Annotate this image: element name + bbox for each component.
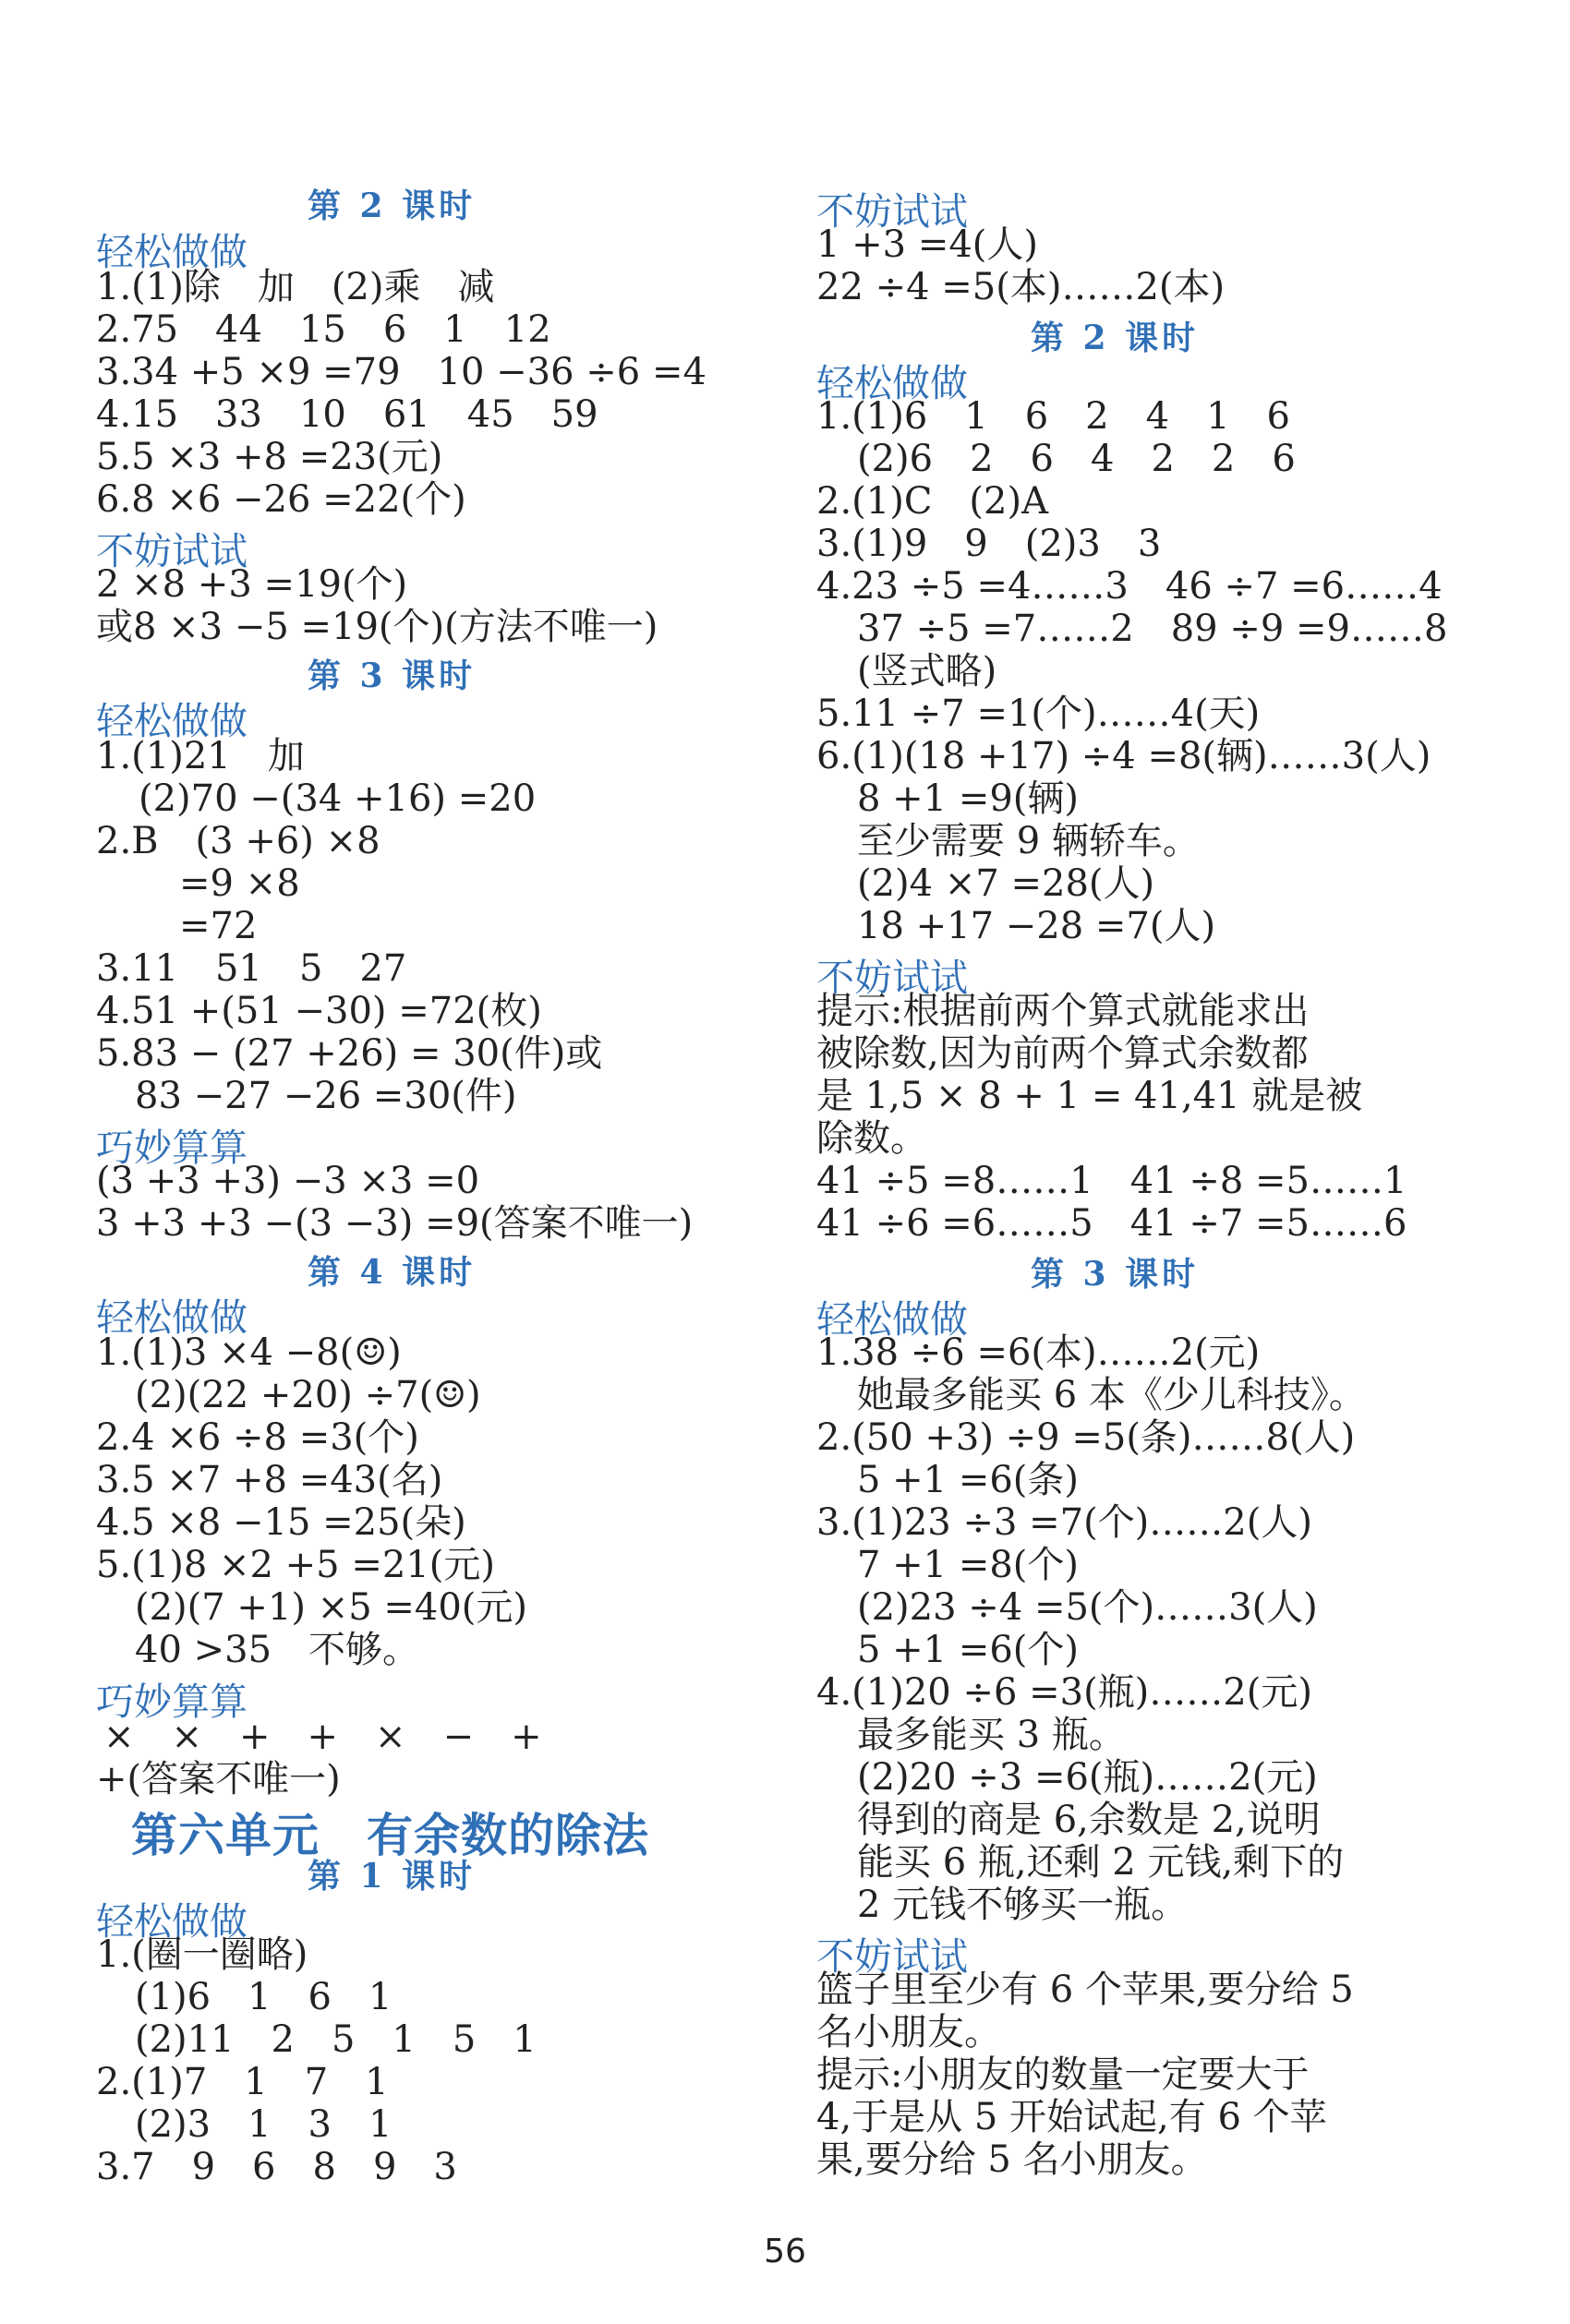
answer-line: 得到的商是 6,余数是 2,说明 [857, 1799, 1321, 1841]
answer-line: (2)70 −(34 +16) =20 [139, 777, 537, 820]
answer-line: 提示:小朋友的数量一定要大于 [816, 2053, 1310, 2096]
answer-line: 5 +1 =6(个) [857, 1629, 1080, 1671]
section-heading: 不妨试试 [816, 189, 968, 234]
answer-line: 1.(1)21 加 [96, 735, 305, 777]
answer-line: 或8 ×3 −5 =19(个)(方法不唯一) [96, 606, 658, 648]
section-heading: 巧妙算算 [96, 1126, 248, 1170]
answer-line: 4.(1)20 ÷6 =3(瓶)……2(元) [816, 1671, 1312, 1714]
answer-line: 3.(1)9 9 (2)3 3 [816, 523, 1162, 565]
answer-line: 41 ÷5 =8……1 41 ÷8 =5……1 [816, 1160, 1407, 1202]
answer-line: 5 +1 =6(条) [857, 1459, 1080, 1501]
unit-title: 第六单元 有余数的除法 [131, 1808, 649, 1862]
answer-line: =72 [179, 905, 258, 947]
answer-line: 41 ÷6 =6……5 41 ÷7 =5……6 [816, 1202, 1407, 1245]
answer-line: 3.34 +5 ×9 =79 10 −36 ÷6 =4 [96, 351, 706, 393]
section-heading: 不妨试试 [816, 1934, 968, 1979]
answer-line: 5.5 ×3 +8 =23(元) [96, 436, 443, 478]
lesson-title: 第 1 课时 [308, 1857, 477, 1896]
answer-line: 1 +3 =4(人) [816, 223, 1039, 266]
answer-line: 4.51 +(51 −30) =72(枚) [96, 990, 542, 1032]
answer-line: 2.75 44 15 6 1 12 [96, 308, 551, 351]
section-heading: 不妨试试 [96, 529, 248, 573]
section-heading: 轻松做做 [816, 361, 968, 405]
lesson-title: 第 3 课时 [1031, 1255, 1200, 1294]
answer-line: (2)11 2 5 1 5 1 [135, 2018, 537, 2061]
answer-line: 2.4 ×6 ÷8 =3(个) [96, 1416, 419, 1459]
answer-line: 1.(1)3 ×4 −8(☺) [96, 1331, 402, 1374]
answer-line: 4.5 ×8 −15 =25(朵) [96, 1501, 466, 1544]
answer-line: 名小朋友。 [816, 2011, 1001, 2053]
answer-line: (2)4 ×7 =28(人) [857, 862, 1155, 905]
answer-line: 5.83 − (27 +26) = 30(件)或 [96, 1032, 603, 1075]
answer-line: 40 >35 不够。 [135, 1629, 420, 1671]
answer-line: 1.(1)除 加 (2)乘 减 [96, 266, 495, 308]
answer-line: 她最多能买 6 本《少儿科技》。 [857, 1374, 1366, 1416]
answer-line: 5.(1)8 ×2 +5 =21(元) [96, 1544, 495, 1586]
answer-line: (2)(7 +1) ×5 =40(元) [135, 1586, 528, 1629]
answer-line: 6.8 ×6 −26 =22(个) [96, 478, 466, 521]
answer-line: 3 +3 +3 −(3 −3) =9(答案不唯一) [96, 1202, 694, 1245]
answer-line: (竖式略) [857, 650, 997, 692]
answer-line: 是 1,5 × 8 + 1 = 41,41 就是被 [816, 1075, 1363, 1117]
answer-line: 22 ÷4 =5(本)……2(本) [816, 266, 1226, 308]
answer-line: =9 ×8 [179, 862, 300, 905]
answer-line: (2)(22 +20) ÷7(☺) [135, 1374, 481, 1416]
answer-line: 最多能买 3 瓶。 [857, 1714, 1126, 1756]
answer-line: × × + + × − + [103, 1716, 542, 1758]
answer-line: (2)23 ÷4 =5(个)……3(人) [857, 1586, 1318, 1629]
lesson-title: 第 2 课时 [308, 187, 477, 225]
answer-line: 7 +1 =8(个) [857, 1544, 1080, 1586]
answer-line: 能买 6 瓶,还剩 2 元钱,剩下的 [857, 1841, 1345, 1884]
answer-line: 4,于是从 5 开始试起,有 6 个苹 [816, 2096, 1327, 2138]
section-heading: 轻松做做 [96, 699, 248, 743]
answer-line: 3.5 ×7 +8 =43(名) [96, 1459, 443, 1501]
answer-line: 2 ×8 +3 =19(个) [96, 563, 408, 606]
lesson-title: 第 3 课时 [308, 656, 477, 695]
answer-line: 6.(1)(18 +17) ÷4 =8(辆)……3(人) [816, 735, 1431, 777]
section-heading: 轻松做做 [816, 1297, 968, 1342]
lesson-title: 第 2 课时 [1031, 319, 1200, 357]
answer-line: 篮子里至少有 6 个苹果,要分给 5 [816, 1969, 1354, 2011]
section-heading: 轻松做做 [96, 1295, 248, 1340]
section-heading: 巧妙算算 [96, 1680, 248, 1724]
answer-line: 5.11 ÷7 =1(个)……4(天) [816, 692, 1261, 735]
answer-line: 3.11 51 5 27 [96, 947, 407, 990]
lesson-title: 第 4 课时 [308, 1253, 477, 1292]
answer-line: 被除数,因为前两个算式余数都 [816, 1032, 1309, 1075]
answer-line: 除数。 [816, 1117, 927, 1160]
answer-line: 3.(1)23 ÷3 =7(个)……2(人) [816, 1501, 1312, 1544]
answer-line: 至少需要 9 辆轿车。 [857, 820, 1200, 862]
answer-line: (2)6 2 6 4 2 2 6 [857, 438, 1296, 480]
answer-line: +(答案不唯一) [96, 1758, 341, 1800]
answer-line: 2.(1)7 1 7 1 [96, 2061, 389, 2103]
answer-line: 果,要分给 5 名小朋友。 [816, 2138, 1208, 2181]
section-heading: 轻松做做 [96, 230, 248, 274]
section-heading: 不妨试试 [816, 956, 968, 1000]
answer-line: 4.23 ÷5 =4……3 46 ÷7 =6……4 [816, 565, 1443, 608]
answer-line: 2.(1)C (2)A [816, 480, 1048, 523]
answer-line: 8 +1 =9(辆) [857, 777, 1080, 820]
answer-line: 2 元钱不够买一瓶。 [857, 1884, 1189, 1926]
section-heading: 轻松做做 [96, 1899, 248, 1944]
answer-line: (2)20 ÷3 =6(瓶)……2(元) [857, 1756, 1318, 1799]
answer-line: 3.7 9 6 8 9 3 [96, 2146, 457, 2188]
page-number: 56 [764, 2233, 806, 2270]
answer-line: 1.(圈一圈略) [96, 1933, 308, 1976]
answer-line: 37 ÷5 =7……2 89 ÷9 =9……8 [857, 608, 1448, 650]
answer-line: 83 −27 −26 =30(件) [135, 1075, 517, 1117]
answer-line: (1)6 1 6 1 [135, 1976, 392, 2018]
answer-line: 2.B (3 +6) ×8 [96, 820, 380, 862]
answer-line: 2.(50 +3) ÷9 =5(条)……8(人) [816, 1416, 1356, 1459]
answer-line: (2)3 1 3 1 [135, 2103, 392, 2146]
answer-line: 4.15 33 10 61 45 59 [96, 393, 598, 436]
answer-line: 18 +17 −28 =7(人) [857, 905, 1216, 947]
answer-line: 1.38 ÷6 =6(本)……2(元) [816, 1331, 1261, 1374]
answer-line: 1.(1)6 1 6 2 4 1 6 [816, 395, 1290, 438]
answer-line: (3 +3 +3) −3 ×3 =0 [96, 1160, 480, 1202]
answer-line: 提示:根据前两个算式就能求出 [816, 990, 1310, 1032]
